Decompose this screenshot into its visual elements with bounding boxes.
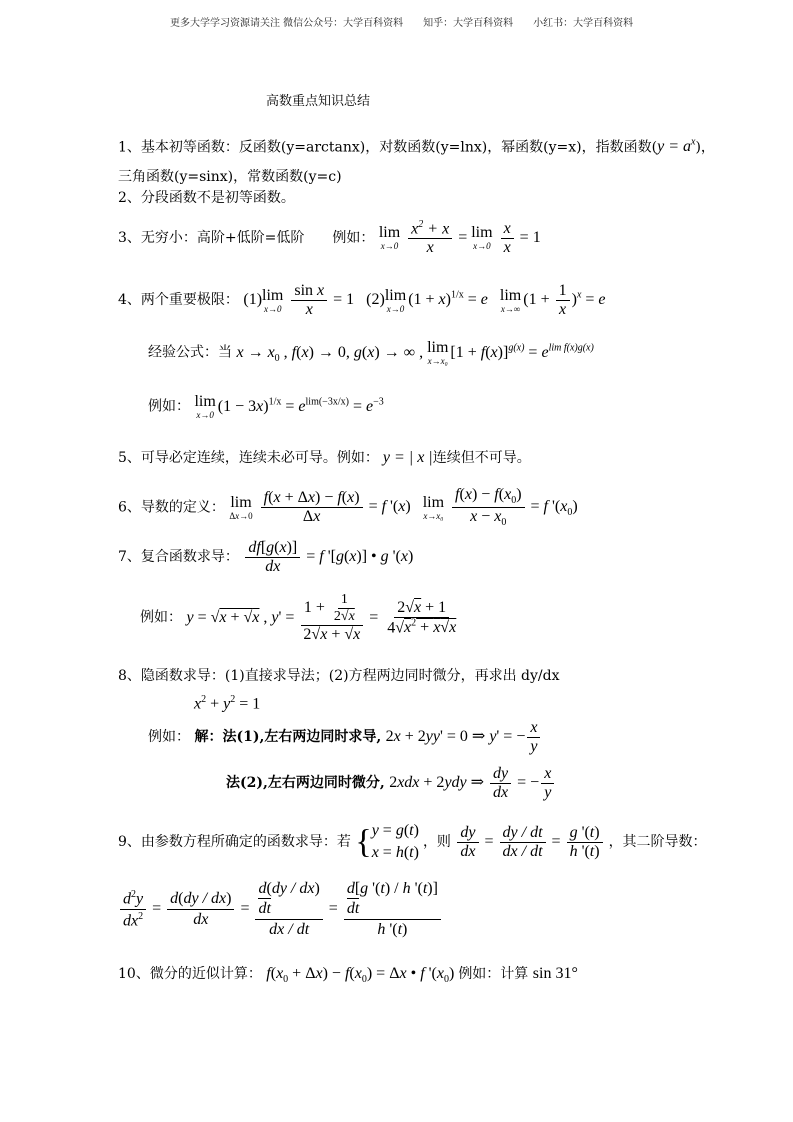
item-7-ex-text: 例如： (140, 609, 182, 626)
item-9-text: 9、由参数方程所确定的函数求导：若 (118, 834, 351, 851)
item-7 (118, 540, 413, 575)
item-6 (118, 487, 578, 528)
item-3 (118, 220, 541, 256)
item-10 (118, 966, 578, 985)
page-header: 更多大学学习资源请关注 微信公众号：大学百科资料 知乎：大学百科资料 小红书：大学百科资料 (170, 18, 634, 29)
item-5-text-b: 连续但不可导。 (432, 450, 531, 466)
item-8-example (148, 720, 542, 755)
item-10-example: sin 31° (532, 965, 578, 982)
item-4-exp-text: 经验公式：当 (148, 344, 232, 361)
page-title: 高数重点知识总结 (266, 94, 371, 109)
formula-5: y = | x | (378, 449, 433, 466)
item-9-text-b: ，则 (422, 834, 451, 851)
formula-10: $f(x_0 + \Delta x) - f(x_0) = \Delta x$ • f '$(x_0)$ (266, 965, 459, 986)
item-10-text-b: 例如：计算 (458, 966, 529, 982)
formula-4-ex: lim x→0 $(1 - 3x)^{1/x} = e^{lim(-3x/x)} = e^{-3}$ (194, 393, 384, 420)
formula-8: $x^2 + y^2 = 1$ (194, 694, 261, 713)
item-8-sol-2: 法(2),左右两边同时微分, (226, 775, 385, 792)
formula-9-second: $\frac{d^2y}{dx^2}$ = $\frac{d(dy / dx)}{dx}$ = d(dy / dx) dt dx / dt = d[g '(t) / h '(t)] dt h '(t) (118, 880, 443, 939)
item-6-text: 6、导数的定义： (118, 499, 225, 516)
item-9-text-c: ，其二阶导数： (608, 834, 707, 851)
item-1-line-1: 1、基本初等函数：反函数(y=arctanx)，对数函数(y=lnx)，幂函数(y=x)，指数函数$(y = a^x)$， (118, 137, 715, 156)
formula-4-exp: $x \to x_0$ , f(x) → 0, g(x) → ∞ , lim x→x₀ $[1 + f(x)]^{g(x)} = e^{lim f(x)g(x)}$ (236, 339, 594, 366)
formula-9-first: $\frac{dy}{dx}$ = $\frac{dy / dt}{dx / dt}$ = $\frac{g '(t)}{h '(t)}$ (455, 833, 608, 850)
formula-7-ex: y = √x + √x , y' = 1 + $\frac{1}{2√x}$ 2√x + √x = $\frac{2√x + 1}{4√x^2 + x√x}$ (186, 592, 457, 643)
item-1-text: 1、基本初等函数：反函数(y=arctanx)，对数函数(y=lnx)，幂函数(y=x)，指数函数( (118, 139, 658, 156)
item-9 (118, 820, 707, 865)
item-5 (118, 450, 531, 466)
item-7-example (140, 593, 461, 643)
formula-8-sol-2: 2xdx + 2ydy ⇒ $\frac{dy}{dx}$ = − $\frac{x}{y}$ (389, 774, 556, 791)
formula-8-sol-1: 2x + 2yy' = 0 ⇒ y' = − $\frac{x}{y}$ (386, 728, 543, 745)
item-1-line-2: 三角函数(y=sinx)，常数函数(y=c) (118, 169, 342, 185)
item-7-text: 7、复合函数求导： (118, 549, 239, 566)
item-8-solution-2 (226, 766, 556, 801)
formula-4: (1) lim x→0 $\frac{\text{sin x}}{x}$ = 1 (2) lim x→0 $(1 + x)^{1/x} = e$ lim x→∞ (1 + $\frac{1}{x}$ )$^x$ = e (243, 282, 606, 318)
item-4-ex-text: 例如： (148, 398, 190, 415)
formula: $y = a^x$ (657, 137, 696, 156)
item-5-text: 5、可导必定连续，连续未必可导。例如： (118, 450, 379, 466)
item-4-example (148, 394, 384, 420)
item-3-text: 3、无穷小：高阶+低阶=低阶 例如： (118, 229, 375, 246)
item-8-ex-text: 例如： (148, 729, 190, 746)
formula-7: $\frac{df[g(x)]}{dx}$ = f '[g(x)] • g '(x) (243, 548, 413, 565)
item-10-text: 10、微分的近似计算： (118, 966, 262, 982)
formula-3: lim x→0 $\frac{x^2 + x}{x}$ = lim x→0 $\frac{x}{x}$ = 1 (378, 219, 541, 257)
item-2: 2、分段函数不是初等函数。 (118, 190, 295, 206)
item-8: 8、隐函数求导：(1)直接求导法；(2)方程两边同时微分，再求出 dy/dx (118, 668, 560, 684)
item-4-experience (148, 340, 594, 366)
formula-9-system: { y = g(t) x = h(t) (355, 822, 419, 862)
item-8-sol-1: 解：法(1),左右两边同时求导, (194, 729, 382, 746)
formula-6: lim Δx→0 $\frac{f(x + \Delta x) - f(x)}{\Delta x}$ = f '(x) lim x→x₀ $\frac{f(x) - f(x_0)}{x - x_0}$ = f '$(x_0)$ (229, 486, 578, 529)
item-4-text: 4、两个重要极限： (118, 292, 239, 309)
item-4 (118, 283, 606, 318)
